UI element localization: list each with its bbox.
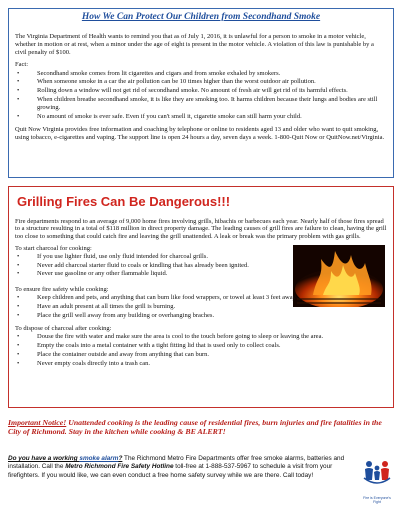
list-item: • Never add charcoal starter fluid to coals or kindling that has already been ignited. xyxy=(15,262,387,270)
fire-safety-hotline: Metro Richmond Fire Safety Hotline xyxy=(65,463,174,471)
list-item: • Douse the fire with water and make sure the area is cool to the touch before going to sleep or leaving the area. xyxy=(15,333,387,341)
list-item: • When children breathe secondhand smoke, it is like they are smoking too. It harms children because their lungs and bodies are still growing. xyxy=(15,96,387,112)
family-safety-logo-icon xyxy=(362,458,392,504)
logo-caption: Fire is Everyone's Fight xyxy=(363,495,391,504)
list-item: • Place the container outside and away from anything that can burn. xyxy=(15,351,387,359)
notice-text: Unattended cooking is the leading cause of residential fires, burn injuries and fire fatalities in the City of Richmond. Stay in the kitchen while cooking & BE ALERT! xyxy=(8,418,382,437)
secondhand-smoke-section xyxy=(8,8,394,178)
fire-safety-label: To ensure fire safety while cooking: xyxy=(15,286,109,294)
footer-text-1: The Richmond Metro Fire Departments offer free smoke alarms, batteries and installation. Call the xyxy=(8,455,345,471)
fact-list xyxy=(15,70,387,121)
important-notice xyxy=(8,418,394,437)
footer-text-2: toll-free at 1-888-537-5967 to schedule a visit from your firefighters. If you would like, we can even conduct a free home safety survey while we are there. Call today! xyxy=(8,463,333,479)
fact-label: Fact: xyxy=(15,60,28,68)
quit-now-paragraph: Quit Now Virginia provides free information and coaching by telephone or online to residents aged 13 and older who want to quit smoking, using tobacco, e-cigarettes and vaping. The support line is open 24 hours a day, seven days a week. 1-800-Quit Now or QuitNow.net/Virginia. xyxy=(15,126,385,142)
smoke-alarm-footer xyxy=(8,455,348,480)
list-item: • Never empty coals directly into a trash can. xyxy=(15,360,387,368)
start-charcoal-list xyxy=(15,253,387,278)
list-item: • Keep children and pets, and anything that can burn like food wrappers, or towel at least 3 feet away xyxy=(15,294,387,302)
smoke-alarm-link[interactable]: smoke alarm xyxy=(79,455,119,462)
dispose-charcoal-label: To dispose of charcoal after cooking: xyxy=(15,325,112,333)
list-item: • Empty the coals into a metal container with a tight fitting lid that is used only to collect coals. xyxy=(15,342,387,350)
list-item: • If you use lighter fluid, use only fluid intended for charcoal grills. xyxy=(15,253,387,261)
list-item: • Secondhand smoke comes from lit cigarettes and cigars and from smoke exhaled by smokers. xyxy=(15,70,387,78)
secondhand-smoke-intro: The Virginia Department of Health wants to remind you that as of July 1, 2016, it is unlawful for a person to smoke in a motor vehicle, whether in motion or at rest, when a minor under the age of eight is present in the motor vehicle. A violation of this law is punishable by a civil penalty of $100. xyxy=(15,33,374,56)
secondhand-smoke-title: How We Can Protect Our Children from Secondhand Smoke xyxy=(81,12,321,22)
grilling-fires-section xyxy=(8,186,394,408)
dispose-charcoal-list xyxy=(15,333,387,367)
list-item: • Place the grill well away from any building or overhanging braches. xyxy=(15,312,387,320)
list-item: • Have an adult present at all times the grill is burning. xyxy=(15,303,387,311)
start-charcoal-block xyxy=(15,245,387,278)
grilling-intro: Fire departments respond to an average of 9,000 home fires involving grills, hibachis or barbecues each year. Nearly half of those fires spread to a structure resulting in a total of $118 million in direct property damage. The leading causes of grill fires are failure to clean, having the grill too close to something that could catch fire and leaving the grill unattended. A leak or break was the primary problem with gas grills. xyxy=(15,217,387,241)
start-charcoal-label: To start charcoal for cooking: xyxy=(15,244,92,252)
list-item: • Rolling down a window will not get rid of secondhand smoke. No amount of fresh air will get rid of its harmful effects. xyxy=(15,87,387,95)
list-item: • When someone smoke in a car the air pollution can be 10 times higher than the worst outdoor air pollution. xyxy=(15,78,387,86)
list-item: • No amount of smoke is ever safe. Even if you can't smell it, cigarette smoke can still harm your child. xyxy=(15,113,387,121)
notice-label: Important Notice! xyxy=(8,418,67,427)
grilling-fires-title: Grilling Fires Can Be Dangerous!!! xyxy=(17,194,231,209)
list-item: • Never use gasoline or any other flammable liquid. xyxy=(15,270,387,278)
fire-safety-list xyxy=(15,294,387,319)
smoke-alarm-question: Do you have a working smoke alarm? xyxy=(8,455,123,462)
